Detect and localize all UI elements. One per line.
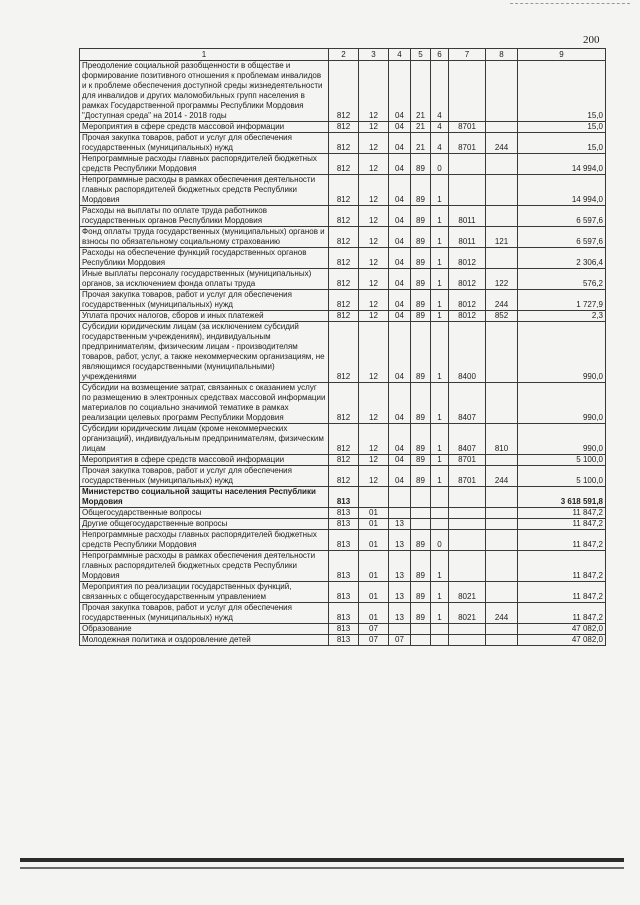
subsection-cell: 13: [389, 530, 411, 551]
amount-cell: 11 847,2: [518, 603, 606, 624]
header-row: [80, 49, 606, 61]
gov-code-cell: 813: [329, 582, 359, 603]
subprogram-cell: 1: [431, 424, 449, 455]
table-row: [80, 551, 606, 582]
scan-edge-line: [20, 867, 624, 869]
expense-type-cell: [486, 519, 518, 530]
expense-type-cell: [486, 206, 518, 227]
expense-name-cell: Общегосударственные вопросы: [80, 508, 329, 519]
table-row: [80, 122, 606, 133]
scan-mark: [510, 3, 630, 6]
table-row: [80, 455, 606, 466]
expense-name-cell: Расходы на обеспечение функций государственных органов Республики Мордовия: [80, 248, 329, 269]
table-row: [80, 322, 606, 383]
amount-cell: 47 082,0: [518, 635, 606, 646]
subsection-cell: 07: [389, 635, 411, 646]
article-cell: 8701: [449, 133, 486, 154]
expense-name-cell: Мероприятия по реализации государственных функций, связанных с общегосударственным управлением: [80, 582, 329, 603]
amount-cell: 2,3: [518, 311, 606, 322]
expense-type-cell: 122: [486, 269, 518, 290]
expense-type-cell: [486, 551, 518, 582]
article-cell: 8012: [449, 269, 486, 290]
section-cell: 01: [359, 530, 389, 551]
column-header: 6: [431, 49, 449, 61]
expense-name-cell: Министерство социальной защиты населения Республики Мордовия: [80, 487, 329, 508]
subsection-cell: 04: [389, 175, 411, 206]
article-cell: [449, 519, 486, 530]
expense-type-cell: [486, 248, 518, 269]
column-header: 2: [329, 49, 359, 61]
article-cell: 8012: [449, 290, 486, 311]
table-row: [80, 383, 606, 424]
expense-name-cell: Субсидии юридическим лицам (за исключением субсидий государственным учреждениям), индивидуальным предпринимателям, физическим лицам - производителям товаров, работ, услуг, а также некоммерческим организациям, не являющимся государственными (муниципальными) учреждениями: [80, 322, 329, 383]
program-cell: 89: [411, 206, 431, 227]
table-row: [80, 519, 606, 530]
expense-name-cell: Непрограммные расходы в рамках обеспечения деятельности главных распорядителей бюджетных средств Республики Мордовия: [80, 175, 329, 206]
expense-type-cell: [486, 154, 518, 175]
subprogram-cell: 1: [431, 248, 449, 269]
table-row: [80, 466, 606, 487]
gov-code-cell: 812: [329, 206, 359, 227]
program-cell: 21: [411, 122, 431, 133]
expense-type-cell: 244: [486, 290, 518, 311]
table-row: [80, 530, 606, 551]
subprogram-cell: 1: [431, 269, 449, 290]
amount-cell: 11 847,2: [518, 519, 606, 530]
expense-type-cell: [486, 624, 518, 635]
expense-name-cell: Субсидии на возмещение затрат, связанных с оказанием услуг по размещению в электронных средствах массовой информации материалов по социально значимой тематике в рамках реализации целевых программ Республики Мордовия: [80, 383, 329, 424]
subprogram-cell: [431, 508, 449, 519]
expense-name-cell: Иные выплаты персоналу государственных (муниципальных) органов, за исключением фонда оплаты труда: [80, 269, 329, 290]
gov-code-cell: 812: [329, 424, 359, 455]
subprogram-cell: 4: [431, 133, 449, 154]
table-row: [80, 311, 606, 322]
program-cell: 89: [411, 466, 431, 487]
expense-type-cell: 244: [486, 133, 518, 154]
gov-code-cell: 812: [329, 248, 359, 269]
expense-type-cell: [486, 508, 518, 519]
subprogram-cell: [431, 635, 449, 646]
section-cell: 12: [359, 248, 389, 269]
expense-name-cell: Уплата прочих налогов, сборов и иных платежей: [80, 311, 329, 322]
amount-cell: 15,0: [518, 61, 606, 122]
section-cell: 12: [359, 311, 389, 322]
section-cell: 12: [359, 424, 389, 455]
article-cell: 8407: [449, 424, 486, 455]
subsection-cell: 04: [389, 455, 411, 466]
article-cell: 8011: [449, 227, 486, 248]
expense-name-cell: Расходы на выплаты по оплате труда работников государственных органов Республики Мордовия: [80, 206, 329, 227]
program-cell: 89: [411, 322, 431, 383]
amount-cell: 11 847,2: [518, 551, 606, 582]
gov-code-cell: 812: [329, 311, 359, 322]
section-cell: 01: [359, 582, 389, 603]
section-cell: 12: [359, 206, 389, 227]
gov-code-cell: 813: [329, 624, 359, 635]
gov-code-cell: 812: [329, 175, 359, 206]
expense-type-cell: [486, 61, 518, 122]
program-cell: 21: [411, 61, 431, 122]
gov-code-cell: 812: [329, 133, 359, 154]
amount-cell: 5 100,0: [518, 466, 606, 487]
subsection-cell: 04: [389, 466, 411, 487]
program-cell: 89: [411, 424, 431, 455]
amount-cell: 11 847,2: [518, 582, 606, 603]
table-row: [80, 603, 606, 624]
column-header: 9: [518, 49, 606, 61]
section-cell: 12: [359, 122, 389, 133]
gov-code-cell: 812: [329, 122, 359, 133]
article-cell: [449, 551, 486, 582]
subsection-cell: 04: [389, 133, 411, 154]
program-cell: 89: [411, 530, 431, 551]
scan-edge-bar: [20, 858, 624, 862]
expense-name-cell: Непрограммные расходы главных распорядителей бюджетных средств Республики Мордовия: [80, 530, 329, 551]
table-row: [80, 175, 606, 206]
table-row: [80, 290, 606, 311]
table-row: [80, 61, 606, 122]
article-cell: 8701: [449, 466, 486, 487]
amount-cell: 5 100,0: [518, 455, 606, 466]
gov-code-cell: 813: [329, 551, 359, 582]
article-cell: 8400: [449, 322, 486, 383]
column-header: 1: [80, 49, 329, 61]
gov-code-cell: 812: [329, 61, 359, 122]
subsection-cell: 04: [389, 122, 411, 133]
column-header: 8: [486, 49, 518, 61]
program-cell: 89: [411, 603, 431, 624]
article-cell: 8701: [449, 122, 486, 133]
gov-code-cell: 812: [329, 455, 359, 466]
expense-name-cell: Образование: [80, 624, 329, 635]
article-cell: [449, 61, 486, 122]
subprogram-cell: 1: [431, 551, 449, 582]
article-cell: 8407: [449, 383, 486, 424]
subprogram-cell: 1: [431, 322, 449, 383]
amount-cell: 47 082,0: [518, 624, 606, 635]
table-row: [80, 487, 606, 508]
program-cell: [411, 624, 431, 635]
column-header: 7: [449, 49, 486, 61]
article-cell: 8021: [449, 582, 486, 603]
article-cell: 8021: [449, 603, 486, 624]
table-row: [80, 227, 606, 248]
expense-name-cell: Непрограммные расходы в рамках обеспечения деятельности главных распорядителей бюджетных средств Республики Мордовия: [80, 551, 329, 582]
subprogram-cell: 0: [431, 154, 449, 175]
amount-cell: 2 306,4: [518, 248, 606, 269]
amount-cell: 576,2: [518, 269, 606, 290]
gov-code-cell: 812: [329, 466, 359, 487]
expense-name-cell: Мероприятия в сфере средств массовой информации: [80, 455, 329, 466]
subprogram-cell: 1: [431, 290, 449, 311]
expense-name-cell: Молодежная политика и оздоровление детей: [80, 635, 329, 646]
amount-cell: 1 727,9: [518, 290, 606, 311]
subsection-cell: [389, 508, 411, 519]
subsection-cell: 13: [389, 551, 411, 582]
table-row: [80, 269, 606, 290]
section-cell: 01: [359, 603, 389, 624]
expense-type-cell: 244: [486, 466, 518, 487]
gov-code-cell: 813: [329, 603, 359, 624]
expense-name-cell: Мероприятия в сфере средств массовой информации: [80, 122, 329, 133]
subprogram-cell: 1: [431, 206, 449, 227]
amount-cell: 11 847,2: [518, 508, 606, 519]
subprogram-cell: 0: [431, 530, 449, 551]
article-cell: [449, 487, 486, 508]
expense-name-cell: Субсидии юридическим лицам (кроме некоммерческих организаций), индивидуальным предпринимателям, физическим лицам: [80, 424, 329, 455]
section-cell: 12: [359, 61, 389, 122]
subsection-cell: [389, 624, 411, 635]
expense-type-cell: [486, 635, 518, 646]
column-header: 5: [411, 49, 431, 61]
amount-cell: 990,0: [518, 424, 606, 455]
amount-cell: 11 847,2: [518, 530, 606, 551]
subsection-cell: 04: [389, 424, 411, 455]
program-cell: [411, 508, 431, 519]
program-cell: 89: [411, 311, 431, 322]
program-cell: [411, 487, 431, 508]
amount-cell: 14 994,0: [518, 154, 606, 175]
subprogram-cell: 1: [431, 383, 449, 424]
table-row: [80, 248, 606, 269]
expense-type-cell: [486, 322, 518, 383]
article-cell: 8012: [449, 311, 486, 322]
article-cell: 8012: [449, 248, 486, 269]
expense-name-cell: Прочая закупка товаров, работ и услуг для обеспечения государственных (муниципальных) нужд: [80, 603, 329, 624]
gov-code-cell: 812: [329, 383, 359, 424]
expense-type-cell: [486, 487, 518, 508]
subsection-cell: 04: [389, 322, 411, 383]
article-cell: [449, 624, 486, 635]
program-cell: [411, 519, 431, 530]
gov-code-cell: 812: [329, 227, 359, 248]
amount-cell: 15,0: [518, 133, 606, 154]
table-row: [80, 624, 606, 635]
article-cell: [449, 508, 486, 519]
subsection-cell: 04: [389, 248, 411, 269]
amount-cell: 6 597,6: [518, 227, 606, 248]
expense-type-cell: 810: [486, 424, 518, 455]
subsection-cell: 04: [389, 383, 411, 424]
section-cell: 12: [359, 290, 389, 311]
program-cell: 89: [411, 154, 431, 175]
program-cell: 89: [411, 455, 431, 466]
article-cell: [449, 175, 486, 206]
subprogram-cell: [431, 487, 449, 508]
subsection-cell: 04: [389, 227, 411, 248]
expense-name-cell: Прочая закупка товаров, работ и услуг для обеспечения государственных (муниципальных) нужд: [80, 290, 329, 311]
table-body: [80, 61, 606, 646]
subsection-cell: 13: [389, 603, 411, 624]
section-cell: 12: [359, 466, 389, 487]
gov-code-cell: 812: [329, 322, 359, 383]
section-cell: 12: [359, 455, 389, 466]
subprogram-cell: 4: [431, 61, 449, 122]
subprogram-cell: 1: [431, 582, 449, 603]
section-cell: 07: [359, 635, 389, 646]
budget-table: [79, 48, 606, 646]
gov-code-cell: 812: [329, 269, 359, 290]
section-cell: 12: [359, 175, 389, 206]
subsection-cell: 13: [389, 519, 411, 530]
article-cell: [449, 635, 486, 646]
subsection-cell: 04: [389, 61, 411, 122]
expense-name-cell: Непрограммные расходы главных распорядителей бюджетных средств Республики Мордовия: [80, 154, 329, 175]
subprogram-cell: [431, 624, 449, 635]
program-cell: 89: [411, 582, 431, 603]
subprogram-cell: 1: [431, 603, 449, 624]
section-cell: 01: [359, 551, 389, 582]
column-header: 4: [389, 49, 411, 61]
subprogram-cell: 1: [431, 466, 449, 487]
expense-name-cell: Фонд оплаты труда государственных (муниципальных) органов и взносы по обязательному социальному страхованию: [80, 227, 329, 248]
section-cell: 12: [359, 322, 389, 383]
article-cell: 8701: [449, 455, 486, 466]
table-row: [80, 424, 606, 455]
subprogram-cell: 1: [431, 455, 449, 466]
section-cell: [359, 487, 389, 508]
subsection-cell: 13: [389, 582, 411, 603]
subprogram-cell: 1: [431, 311, 449, 322]
subsection-cell: 04: [389, 206, 411, 227]
expense-type-cell: 852: [486, 311, 518, 322]
gov-code-cell: 813: [329, 635, 359, 646]
program-cell: 21: [411, 133, 431, 154]
section-cell: 12: [359, 227, 389, 248]
article-cell: [449, 154, 486, 175]
expense-type-cell: [486, 383, 518, 424]
section-cell: 01: [359, 519, 389, 530]
gov-code-cell: 813: [329, 508, 359, 519]
program-cell: 89: [411, 383, 431, 424]
gov-code-cell: 813: [329, 487, 359, 508]
subsection-cell: [389, 487, 411, 508]
subprogram-cell: 1: [431, 227, 449, 248]
amount-cell: 15,0: [518, 122, 606, 133]
subsection-cell: 04: [389, 311, 411, 322]
expense-name-cell: Другие общегосударственные вопросы: [80, 519, 329, 530]
article-cell: 8011: [449, 206, 486, 227]
amount-cell: 990,0: [518, 322, 606, 383]
subprogram-cell: 4: [431, 122, 449, 133]
gov-code-cell: 812: [329, 154, 359, 175]
subprogram-cell: 1: [431, 175, 449, 206]
expense-type-cell: [486, 582, 518, 603]
expense-type-cell: [486, 122, 518, 133]
subsection-cell: 04: [389, 290, 411, 311]
expense-type-cell: [486, 175, 518, 206]
amount-cell: 14 994,0: [518, 175, 606, 206]
section-cell: 12: [359, 133, 389, 154]
table-row: [80, 635, 606, 646]
section-cell: 07: [359, 624, 389, 635]
expense-name-cell: Прочая закупка товаров, работ и услуг для обеспечения государственных (муниципальных) нужд: [80, 466, 329, 487]
page-number: 200: [583, 34, 600, 46]
table-row: [80, 206, 606, 227]
expense-name-cell: Преодоление социальной разобщенности в обществе и формирование позитивного отношения к проблемам инвалидов и к проблеме обеспечения доступной среды жизнедеятельности для инвалидов и других маломобильных групп населения в рамках Государственной программы Республики Мордовия "Доступная среда" на 2014 - 2018 годы: [80, 61, 329, 122]
gov-code-cell: 812: [329, 290, 359, 311]
subprogram-cell: [431, 519, 449, 530]
table-row: [80, 133, 606, 154]
program-cell: 89: [411, 551, 431, 582]
table-row: [80, 508, 606, 519]
table-row: [80, 154, 606, 175]
program-cell: [411, 635, 431, 646]
expense-type-cell: [486, 455, 518, 466]
program-cell: 89: [411, 269, 431, 290]
subsection-cell: 04: [389, 154, 411, 175]
program-cell: 89: [411, 227, 431, 248]
article-cell: [449, 530, 486, 551]
amount-cell: 3 618 591,8: [518, 487, 606, 508]
expense-type-cell: 244: [486, 603, 518, 624]
amount-cell: 6 597,6: [518, 206, 606, 227]
expense-type-cell: 121: [486, 227, 518, 248]
section-cell: 01: [359, 508, 389, 519]
expense-name-cell: Прочая закупка товаров, работ и услуг для обеспечения государственных (муниципальных) нужд: [80, 133, 329, 154]
program-cell: 89: [411, 248, 431, 269]
subsection-cell: 04: [389, 269, 411, 290]
column-header: 3: [359, 49, 389, 61]
program-cell: 89: [411, 290, 431, 311]
section-cell: 12: [359, 383, 389, 424]
gov-code-cell: 813: [329, 519, 359, 530]
program-cell: 89: [411, 175, 431, 206]
expense-type-cell: [486, 530, 518, 551]
amount-cell: 990,0: [518, 383, 606, 424]
section-cell: 12: [359, 269, 389, 290]
gov-code-cell: 813: [329, 530, 359, 551]
section-cell: 12: [359, 154, 389, 175]
table-row: [80, 582, 606, 603]
